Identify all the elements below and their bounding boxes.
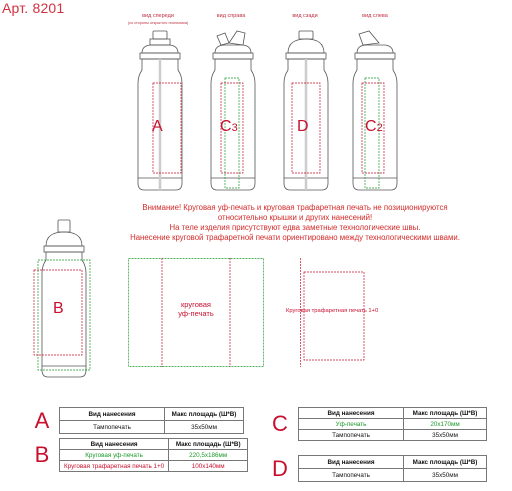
warning-line-4: Нанесение круговой трафаретной печати ориентировано между технологическими швами. <box>130 233 460 242</box>
table-c-row-1-area: 20x170мм <box>404 419 487 430</box>
uv-print-label <box>168 300 224 318</box>
table-c-row-1-method: Уф-печать <box>299 419 404 430</box>
warning-line-2: относительно крышки и других нанесений! <box>217 213 373 222</box>
warning-line-1: Внимание! Круговая уф-печать и круговая трафаретная печать не позиционируются <box>142 203 448 212</box>
warning-text <box>90 203 500 243</box>
zone-c3-label <box>220 118 238 136</box>
view-label-front: вид спереди <box>142 13 174 19</box>
view-label-right: вид справа <box>216 13 246 19</box>
zone-c2-main: C <box>365 118 377 135</box>
screen-print-label: Круговая трафаретная печать 1+0 <box>286 308 379 314</box>
bottle-front-drawing <box>130 28 190 193</box>
table-d-letter: D <box>272 455 288 481</box>
zone-c3-sub: 3 <box>231 122 238 134</box>
table-d-row-1-area: 35x50мм <box>404 469 487 482</box>
uv-print-label-line-1: круговая <box>181 300 211 309</box>
table-b-letter: B <box>34 442 50 467</box>
table-b-header-method: Вид нанесения <box>60 439 169 450</box>
view-label-left: вид слева <box>362 13 388 19</box>
bottle-right-drawing <box>203 28 263 193</box>
table-c-header-method: Вид нанесения <box>299 408 404 419</box>
table-a-row-1-method: Тампопечать <box>60 421 165 434</box>
table-c-row-2-method: Тампопечать <box>299 430 404 441</box>
table-d-row-1-method: Тампопечать <box>299 469 404 482</box>
warning-line-3: На теле изделия присутствуют едва заметные технологические швы. <box>169 223 421 232</box>
zone-c2-label <box>365 118 383 136</box>
table-b-row-1-method: Круговая уф-печать <box>60 450 169 461</box>
table-a-header-area: Макс площадь (Ш*В) <box>165 408 244 421</box>
table-b-row-1-area: 220,5x186мм <box>169 450 248 461</box>
table-d-header-method: Вид нанесения <box>299 456 404 469</box>
view-label-back: вид сзади <box>292 13 318 19</box>
zone-b-label: B <box>53 300 64 317</box>
zone-c2-sub: 2 <box>376 122 383 134</box>
bottle-left-drawing <box>345 28 405 193</box>
uv-print-label-line-2: уф-печать <box>178 309 214 318</box>
article-number: Арт. 8201 <box>2 0 65 16</box>
table-b <box>25 438 248 472</box>
table-c-letter: C <box>272 411 288 436</box>
table-d-header-area: Макс площадь (Ш*В) <box>404 456 487 469</box>
table-a-row-1-area: 35x50мм <box>165 421 244 434</box>
zone-c3-main: C <box>220 118 232 135</box>
table-b-row-2-area: 100x140мм <box>169 461 248 472</box>
bottle-back-drawing <box>276 28 336 193</box>
table-a <box>25 407 244 434</box>
table-b-row-2-method: Круговая трафаретная печать 1+0 <box>60 461 169 472</box>
table-c-row-2-area: 35x50мм <box>404 430 487 441</box>
table-a-letter: A <box>34 407 50 433</box>
table-d <box>262 455 487 482</box>
table-c-header-area: Макс площадь (Ш*В) <box>404 408 487 419</box>
table-a-header-method: Вид нанесения <box>60 408 165 421</box>
table-c <box>262 407 487 441</box>
table-b-header-area: Макс площадь (Ш*В) <box>169 439 248 450</box>
zone-a-label: A <box>152 118 163 135</box>
view-label-front-sub: (со стороны открытого поильника) <box>127 21 189 25</box>
bottle-side-b-drawing <box>34 218 94 383</box>
zone-d-label: D <box>297 118 309 135</box>
